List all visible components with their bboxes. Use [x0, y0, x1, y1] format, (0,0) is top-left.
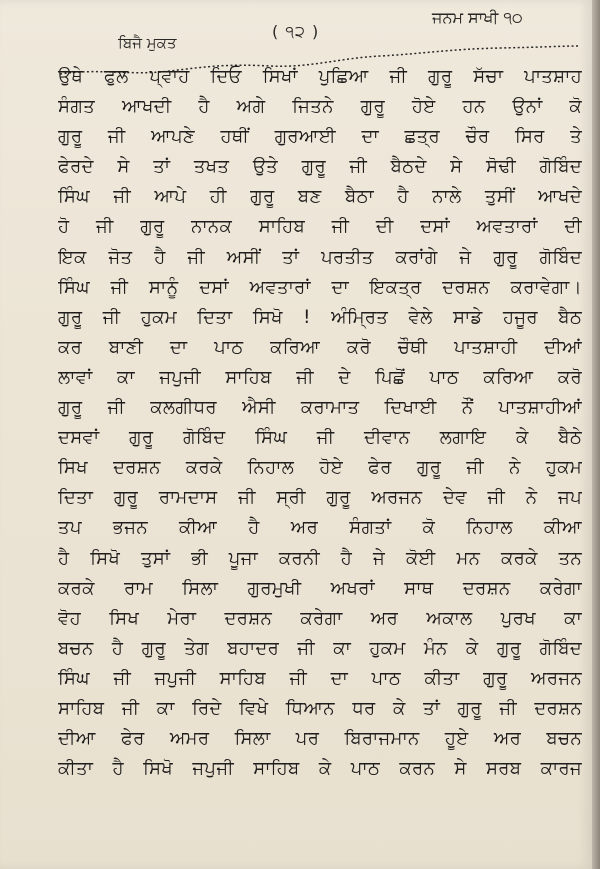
text-line: ਸਾਹਿਬ ਜੀ ਕਾ ਰਿਦੇ ਵਿਖੇ ਧਿਆਨ ਧਰ ਕੇ ਤਾਂ ਗੁਰੂ ਜੀ ਦਰਸ਼ਨ — [58, 697, 582, 719]
page-number: ( ੧੨ ) — [272, 22, 320, 41]
header-right-title: ਜਨਮ ਸਾਖੀ ੧੦ — [432, 8, 523, 27]
text-line: ਦੀਆ ਫੇਰ ਅਮਰ ਸਿਲਾ ਪਰ ਬਿਰਾਜਮਾਨ ਹੂਏ ਅਰ ਬਚਨ — [58, 728, 582, 750]
text-line: ਗੁਰੂ ਜੀ ਹੁਕਮ ਦਿਤਾ ਸਿਖੋ ! ਅੰਮ੍ਰਿਤ ਵੇਲੇ ਸਾਡੇ ਹਜੂਰ ਬੈਠ — [58, 306, 582, 328]
text-line: ਬਚਨ ਹੈ ਗੁਰੂ ਤੇਗ ਬਹਾਦਰ ਜੀ ਕਾ ਹੁਕਮ ਮੰਨ ਕੇ ਗੁਰੂ ਗੋਬਿੰਦ — [58, 637, 582, 659]
text-line: ਹੈ ਸਿਖੋ ਤੁਸਾਂ ਭੀ ਪੂਜਾ ਕਰਨੀ ਹੈ ਜੇ ਕੋਈ ਮਨ ਕਰਕੇ ਤਨ — [58, 547, 582, 569]
text-line: ਸਿੰਘ ਜੀ ਸਾਨੂੰ ਦਸਾਂ ਅਵਤਾਰਾਂ ਦਾ ਇਕਤ੍ਰ ਦਰਸ਼ਨ ਕਰਾਵੇਗਾ। — [58, 276, 582, 298]
page-header — [0, 0, 592, 60]
text-line: ਗੁਰੂ ਜੀ ਕਲਗੀਧਰ ਐਸੀ ਕਰਾਮਾਤ ਦਿਖਾਈ ਨੌਂ ਪਾਤਸ਼ਾਹੀਆਂ — [58, 397, 582, 419]
text-line: ਦਸਵਾਂ ਗੁਰੂ ਗੋਬਿੰਦ ਸਿੰਘ ਜੀ ਦੀਵਾਨ ਲਗਾਇ ਕੇ ਬੈਠੇ — [58, 427, 582, 449]
header-left-title: ਬਿਜੈ ਮੁਕਤ — [118, 34, 177, 52]
text-line: ਸਿੰਘ ਜੀ ਜਪੁਜੀ ਸਾਹਿਬ ਜੀ ਦਾ ਪਾਠ ਕੀਤਾ ਗੁਰੂ ਅਰਜਨ — [58, 667, 582, 689]
text-line: ਫੇਰਦੇ ਸੇ ਤਾਂ ਤਖਤ ਉਤੇ ਗੁਰੂ ਜੀ ਬੈਠਦੇ ਸੇ ਸੋਢੀ ਗੋਬਿੰਦ — [58, 156, 582, 178]
text-line: ਉਥੇ ਫੁਲ ਪ੍ਵਾਹ ਦਿਓ ਸਿਖਾਂ ਪੁਛਿਆ ਜੀ ਗੁਰੂ ਸੱਚਾ ਪਾਤਸ਼ਾਹ — [58, 66, 582, 87]
text-line: ਕਰਕੇ ਰਾਮ ਸਿਲਾ ਗੁਰਮੁਖੀ ਅਖਰਾਂ ਸਾਥ ਦਰਸ਼ਨ ਕਰੇਗਾ — [58, 577, 582, 599]
text-line: ਲਾਵਾਂ ਕਾ ਜਪੁਜੀ ਸਾਹਿਬ ਜੀ ਦੇ ਪਿਛੋਂ ਪਾਠ ਕਰਿਆ ਕਰੋ — [58, 366, 582, 388]
text-line: ਤਪ ਭਜਨ ਕੀਆ ਹੈ ਅਰ ਸੰਗਤਾਂ ਕੋ ਨਿਹਾਲ ਕੀਆ — [58, 517, 582, 539]
text-line: ਦਿਤਾ ਗੁਰੂ ਰਾਮਦਾਸ ਜੀ ਸ੍ਰੀ ਗੁਰੂ ਅਰਜਨ ਦੇਵ ਜੀ ਨੇ ਜਪ — [58, 487, 582, 509]
text-line: ਸੰਗਤ ਆਖਦੀ ਹੈ ਅਗੇ ਜਿਤਨੇ ਗੁਰੂ ਹੋਏ ਹਨ ਉਨਾਂ ਕੋ — [58, 96, 582, 118]
page-edge-shadow — [592, 0, 600, 869]
text-line: ਵੋਹ ਸਿਖ ਮੇਰਾ ਦਰਸ਼ਨ ਕਰੇਗਾ ਅਰ ਅਕਾਲ ਪੁਰਖ ਕਾ — [58, 607, 582, 629]
text-line: ਗੁਰੂ ਜੀ ਆਪਣੇ ਹਥੀਂ ਗੁਰਆਈ ਦਾ ਛਤ੍ਰ ਚੌਰ ਸਿਰ ਤੇ — [58, 126, 582, 148]
text-line: ਹੋ ਜੀ ਗੁਰੂ ਨਾਨਕ ਸਾਹਿਬ ਜੀ ਦੀ ਦਸਾਂ ਅਵਤਾਰਾਂ ਦੀ — [58, 216, 582, 238]
text-line: ਇਕ ਜੋਤ ਹੈ ਜੀ ਅਸੀਂ ਤਾਂ ਪਰਤੀਤ ਕਰਾਂਗੇ ਜੇ ਗੁਰੂ ਗੋਬਿੰਦ — [58, 246, 582, 268]
text-line: ਸਿਖ ਦਰਸ਼ਨ ਕਰਕੇ ਨਿਹਾਲ ਹੋਏ ਫੇਰ ਗੁਰੂ ਜੀ ਨੇ ਹੁਕਮ — [58, 457, 582, 479]
text-line: ਕੀਤਾ ਹੈ ਸਿਖੋ ਜਪੁਜੀ ਸਾਹਿਬ ਕੇ ਪਾਠ ਕਰਨ ਸੇ ਸਰਬ ਕਾਰਜ — [58, 758, 582, 780]
body-text — [58, 62, 582, 784]
text-line: ਸਿੰਘ ਜੀ ਆਪੇ ਹੀ ਗੁਰੂ ਬਣ ਬੈਠਾ ਹੈ ਨਾਲੇ ਤੁਸੀਂ ਆਖਦੇ — [58, 186, 582, 208]
text-line: ਕਰ ਬਾਣੀ ਦਾ ਪਾਠ ਕਰਿਆ ਕਰੋ ਚੌਥੀ ਪਾਤਸ਼ਾਹੀ ਦੀਆਂ — [58, 336, 582, 358]
